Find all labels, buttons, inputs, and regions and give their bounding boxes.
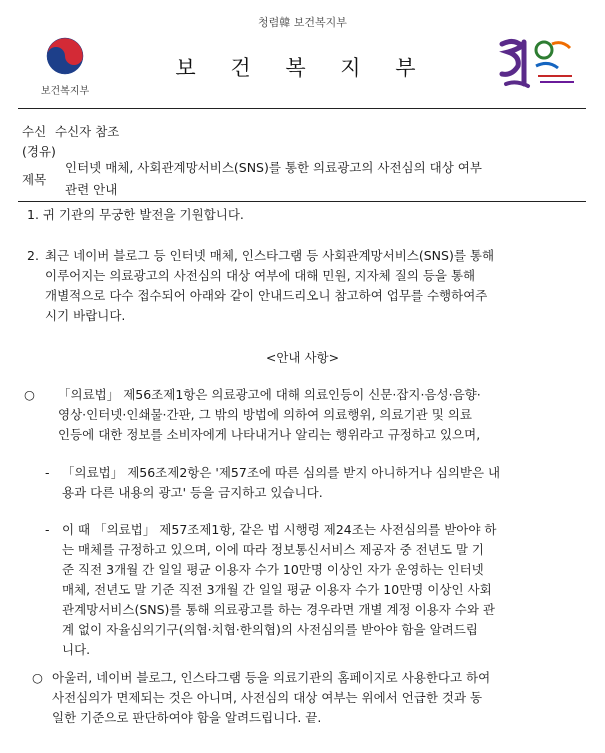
text-line: 니다. — [62, 642, 91, 657]
recipient-value: 수신자 참조 — [55, 124, 120, 139]
text-line: 「의료법」 제56조제2항은 '제57조에 따른 심의를 받지 아니하거나 심의받은 내 — [62, 465, 501, 480]
dash-mark: - — [45, 465, 50, 480]
header-divider — [18, 108, 586, 109]
paragraph-2 — [45, 246, 563, 326]
recipient-label: 수신 — [22, 124, 47, 139]
text-line: 는 매체를 규정하고 있으며, 이에 따라 정보통신서비스 제공자 중 전년도 말 기 — [62, 542, 485, 557]
bullet-2 — [52, 668, 564, 728]
text-line: 인등에 대한 정보를 소비자에게 나타내거나 알리는 행위라고 규정하고 있으며, — [58, 427, 481, 442]
text-line: 이루어지는 의료광고의 사전심의 대상 여부에 대해 민원, 지자체 질의 등을 통해 — [45, 268, 476, 283]
text-line: 개별적으로 다수 접수되어 아래와 같이 안내드리오니 참고하여 업무를 수행하여주 — [45, 288, 488, 303]
text-line: 아울러, 네이버 블로그, 인스타그램 등을 의료기관의 홈페이지로 사용한다고 하여 — [52, 670, 491, 685]
bullet-1 — [58, 385, 563, 445]
text-line: 용과 다른 내용의 광고' 등을 금지하고 있습니다. — [62, 485, 323, 500]
document-title: 보 건 복 지 부 — [175, 56, 430, 80]
ministry-logo — [30, 36, 100, 97]
notice-title: <안내 사항> — [265, 350, 340, 365]
bullet-mark: ○ — [32, 670, 43, 685]
text-line: 일한 기준으로 판단하여야 함을 알려드립니다. 끝. — [52, 710, 322, 725]
paragraph-1: 1. 귀 기관의 무궁한 발전을 기원합니다. — [27, 207, 244, 222]
text-line: 사전심의가 면제되는 것은 아니며, 사전심의 대상 여부는 위에서 언급한 것과 동 — [52, 690, 483, 705]
paragraph-2-number: 2. — [27, 248, 39, 263]
text-line: 준 직전 3개월 간 일일 평균 이용자 수가 10만명 이상인 자가 운영하는 인터넷 — [62, 562, 484, 577]
text-line: 매체, 전년도 말 기준 직전 3개월 간 일일 평균 이용자 수가 10만명 이상인 사회 — [62, 582, 492, 597]
text-line: 최근 네이버 블로그 등 인터넷 매체, 인스타그램 등 사회관계망서비스(SNS)를 통해 — [45, 248, 495, 263]
dash-item-1 — [62, 463, 562, 503]
dash-item-2 — [62, 520, 562, 660]
subject-label: 제목 — [22, 172, 47, 187]
subject-line: 관련 안내 — [65, 182, 118, 197]
bullet-mark: ○ — [24, 387, 35, 402]
subject-line: 인터넷 매체, 사회관계망서비스(SNS)를 통한 의료광고의 사전심의 대상 여부 — [65, 160, 482, 175]
meta-divider — [18, 201, 586, 202]
org-caption: 보건복지부 — [40, 86, 90, 97]
integrity-slogan-icon — [492, 32, 584, 98]
taegeuk-emblem-icon — [45, 36, 85, 76]
text-line: 「의료법」 제56조제1항은 의료광고에 대해 의료인등이 신문·잡지·음성·음향· — [58, 387, 481, 402]
text-line: 시기 바랍니다. — [45, 308, 126, 323]
integrity-logo — [492, 32, 584, 98]
text-line: 이 때 「의료법」 제57조제1항, 같은 법 시행령 제24조는 사전심의를 받아야 하 — [62, 522, 497, 537]
dash-mark: - — [45, 522, 50, 537]
via-label: (경유) — [22, 144, 56, 159]
text-line: 관계망서비스(SNS)를 통해 의료광고를 하는 경우라면 개별 계정 이용자 수와 관 — [62, 602, 495, 617]
text-line: 계 없이 자율심의기구(의협·치협·한의협)의 사전심의를 받아야 함을 알려드립 — [62, 622, 478, 637]
text-line: 영상·인터넷·인쇄물·간판, 그 밖의 방법에 의하여 의료행위, 의료기관 및 의료 — [58, 407, 472, 422]
slogan: 청렴韓 보건복지부 — [258, 16, 347, 29]
